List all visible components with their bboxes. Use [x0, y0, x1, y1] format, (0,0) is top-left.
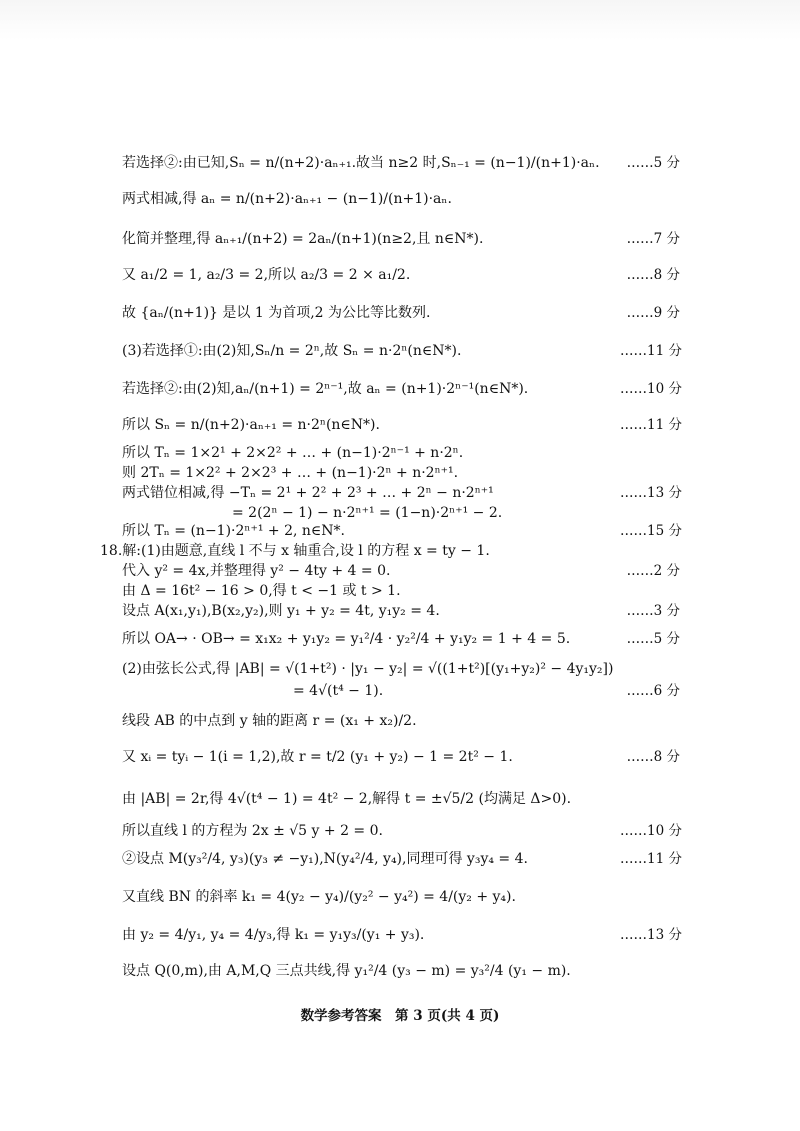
- line-4: 又 a₁/2 = 1, a₂/3 = 2,所以 a₂/3 = 2 × a₁/2.: [122, 267, 411, 283]
- line-11: 两式错位相减,得 −Tₙ = 2¹ + 2² + 2³ + … + 2ⁿ − n·2ⁿ⁺¹: [122, 485, 494, 501]
- line-25: ②设点 M(y₃²/4, y₃)(y₃ ≠ −y₁),N(y₄²/4, y₄),同理可得 y₃y₄ = 4.: [122, 851, 528, 867]
- line-7: 若选择②:由(2)知,aₙ/(n+1) = 2ⁿ⁻¹,故 aₙ = (n+1)·2ⁿ⁻¹(n∈N*).: [122, 381, 529, 397]
- line-17: 设点 A(x₁,y₁),B(x₂,y₂),则 y₁ + y₂ = 4t, y₁y₂ = 4.: [122, 603, 440, 619]
- score-27: ……13 分: [620, 927, 682, 943]
- score-6: ……11 分: [620, 343, 682, 359]
- line-14: 18.解:(1)由题意,直线 l 不与 x 轴重合,设 l 的方程 x = ty − 1.: [100, 543, 490, 559]
- line-8: 所以 Sₙ = n/(n+2)·aₙ₊₁ = n·2ⁿ(n∈N*).: [122, 417, 380, 433]
- line-19: (2)由弦长公式,得 |AB| = √(1+t²) · |y₁ − y₂| = √((1+t²)[(y₁+y₂)² − 4y₁y₂]): [122, 661, 614, 677]
- score-25: ……11 分: [620, 851, 682, 867]
- score-8: ……11 分: [620, 417, 682, 433]
- line-28: 设点 Q(0,m),由 A,M,Q 三点共线,得 y₁²/4 (y₃ − m) = y₃²/4 (y₁ − m).: [122, 963, 571, 979]
- line-5: 故 {aₙ/(n+1)} 是以 1 为首项,2 为公比等比数列.: [122, 305, 431, 321]
- score-13: ……15 分: [620, 523, 682, 539]
- score-11: ……13 分: [620, 485, 682, 501]
- line-23: 由 |AB| = 2r,得 4√(t⁴ − 1) = 4t² − 2,解得 t = ±√5/2 (均满足 Δ>0).: [122, 791, 572, 807]
- score-24: ……10 分: [620, 823, 682, 839]
- line-3: 化简并整理,得 aₙ₊₁/(n+2) = 2aₙ/(n+1)(n≥2,且 n∈N*).: [122, 231, 484, 247]
- score-17: ……3 分: [626, 603, 680, 619]
- score-7: ……10 分: [620, 381, 682, 397]
- line-24: 所以直线 l 的方程为 2x ± √5 y + 2 = 0.: [122, 823, 383, 839]
- line-22: 又 xᵢ = tyᵢ − 1(i = 1,2),故 r = t/2 (y₁ + y₂) − 1 = 2t² − 1.: [122, 749, 513, 765]
- line-10: 则 2Tₙ = 1×2² + 2×2³ + … + (n−1)·2ⁿ + n·2ⁿ⁺¹.: [122, 465, 459, 481]
- score-3: ……7 分: [626, 231, 680, 247]
- score-18: ……5 分: [626, 631, 680, 647]
- score-1: ……5 分: [626, 155, 680, 171]
- score-20: ……6 分: [626, 683, 680, 699]
- score-22: ……8 分: [626, 749, 680, 765]
- line-18: 所以 OA→ · OB→ = x₁x₂ + y₁y₂ = y₁²/4 · y₂²/4 + y₁y₂ = 1 + 4 = 5.: [122, 631, 571, 647]
- line-1: 若选择②:由已知,Sₙ = n/(n+2)·aₙ₊₁.故当 n≥2 时,Sₙ₋₁ = (n−1)/(n+1)·aₙ.: [122, 155, 600, 171]
- line-15: 代入 y² = 4x,并整理得 y² − 4ty + 4 = 0.: [122, 563, 391, 579]
- line-16: 由 Δ = 16t² − 16 > 0,得 t < −1 或 t > 1.: [122, 583, 401, 599]
- line-27: 由 y₂ = 4/y₁, y₄ = 4/y₃,得 k₁ = y₁y₃/(y₁ + y₃).: [122, 927, 425, 943]
- line-26: 又直线 BN 的斜率 k₁ = 4(y₂ − y₄)/(y₂² − y₄²) = 4/(y₂ + y₄).: [122, 889, 516, 905]
- line-2: 两式相减,得 aₙ = n/(n+2)·aₙ₊₁ − (n−1)/(n+1)·aₙ.: [122, 191, 452, 207]
- line-21: 线段 AB 的中点到 y 轴的距离 r = (x₁ + x₂)/2.: [122, 713, 417, 729]
- line-13: 所以 Tₙ = (n−1)·2ⁿ⁺¹ + 2, n∈N*.: [122, 523, 345, 539]
- score-15: ……2 分: [626, 563, 680, 579]
- score-4: ……8 分: [626, 267, 680, 283]
- score-5: ……9 分: [626, 305, 680, 321]
- page-footer: 数学参考答案 第 3 页(共 4 页): [300, 1008, 500, 1024]
- scan-shade: [0, 0, 800, 40]
- line-6: (3)若选择①:由(2)知,Sₙ/n = 2ⁿ,故 Sₙ = n·2ⁿ(n∈N*).: [122, 343, 462, 359]
- line-9: 所以 Tₙ = 1×2¹ + 2×2² + … + (n−1)·2ⁿ⁻¹ + n·2ⁿ.: [122, 445, 464, 461]
- line-12: = 2(2ⁿ − 1) − n·2ⁿ⁺¹ = (1−n)·2ⁿ⁺¹ − 2.: [232, 505, 503, 521]
- line-20: = 4√(t⁴ − 1).: [293, 683, 384, 699]
